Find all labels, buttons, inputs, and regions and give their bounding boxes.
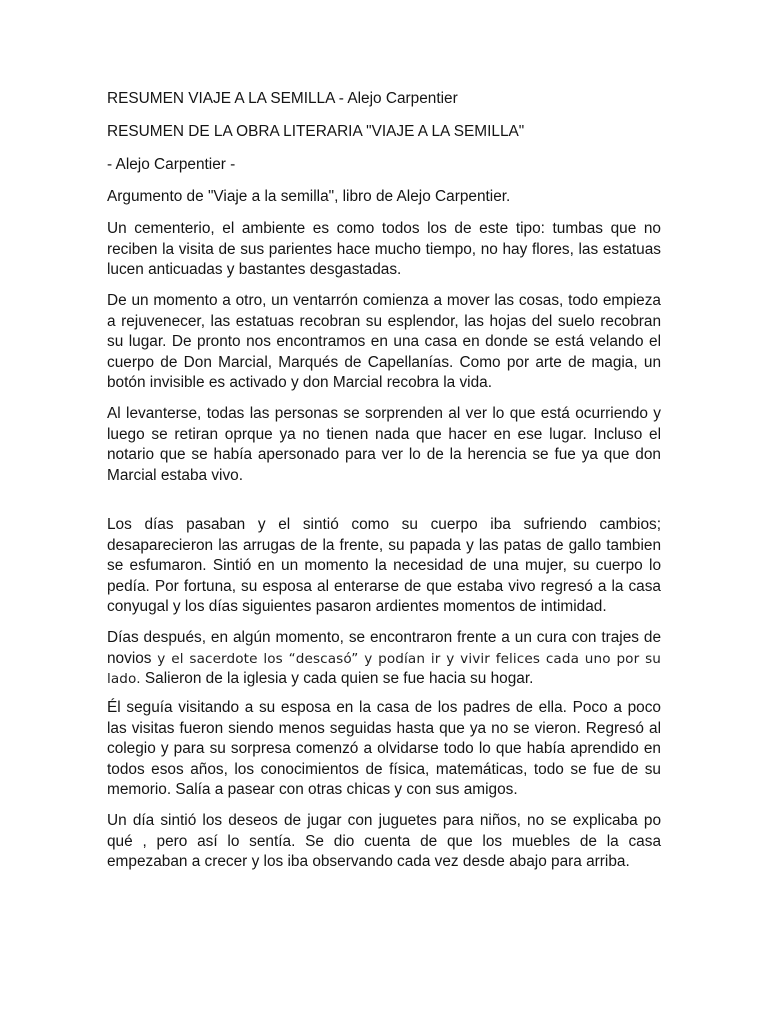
paragraph-5-text-a: Días después, en algún momento, se encontraron frente a un cura con trajes de novios bbox=[107, 629, 661, 667]
paragraph-5 bbox=[107, 628, 661, 690]
paragraph-7: Un día sintió los deseos de jugar con juguetes para niños, no se explicaba po qué , pero así lo sentía. Se dio cuenta de que los muebles de la casa empezaban a crecer y los iba observando cada vez desde abajo para arriba. bbox=[107, 812, 661, 871]
intro-line: Argumento de "Viaje a la semilla", libro de Alejo Carpentier. bbox=[107, 188, 511, 205]
author-line: - Alejo Carpentier - bbox=[107, 156, 236, 173]
paragraph-1: Un cementerio, el ambiente es como todos los de este tipo: tumbas que no reciben la visita de sus parientes hace mucho tiempo, no hay flores, las estatuas lucen anticuadas y bastantes desgastadas. bbox=[107, 220, 661, 279]
paragraph-2: De un momento a otro, un ventarrón comienza a mover las cosas, todo empieza a rejuvenecer, las estatuas recobran su esplendor, las hojas del suelo recobran su lugar. De pronto nos encontramos en una casa en donde se está velando el cuerpo de Don Marcial, Marqués de Capellanías. Como por arte de magia, un botón invisible es activado y don Marcial recobra la vida. bbox=[107, 292, 661, 392]
document-subtitle: RESUMEN DE LA OBRA LITERARIA "VIAJE A LA SEMILLA" bbox=[107, 123, 525, 140]
document-title: RESUMEN VIAJE A LA SEMILLA - Alejo Carpentier bbox=[107, 90, 458, 107]
paragraph-5-text-c: Salieron de la iglesia y cada quien se fue hacia su hogar. bbox=[140, 670, 534, 688]
paragraph-3: Al levanterse, todas las personas se sorprenden al ver lo que está ocurriendo y luego se retiran oprque ya no tienen nada que hacer en ese lugar. Incluso el notario que se había apersonado para ver lo de la herencia se fue ya que don Marcial estaba vivo. bbox=[107, 405, 661, 484]
paragraph-4: Los días pasaban y el sintió como su cuerpo iba sufriendo cambios; desaparecieron las arrugas de la frente, su papada y las patas de gallo tambien se esfumaron. Sintió en un momento la necesidad de una mujer, su cuerpo lo pedía. Por fortuna, su esposa al enterarse de que estaba vivo regresó a la casa conyugal y los días siguientes pasaron ardientes momentos de intimidad. bbox=[107, 516, 661, 616]
paragraph-6: Él seguía visitando a su esposa en la casa de los padres de ella. Poco a poco las visitas fueron siendo menos seguidas hasta que ya no se vieron. Regresó al colegio y para su sorpresa comenzó a olvidarse todo lo que había aprendido en todos esos años, los conocimientos de física, matemáticas, todo se fue de su memorio. Salía a pasear con otras chicas y con sus amigos. bbox=[107, 699, 661, 799]
paragraph-5-text-b: y el sacerdote los “descasó” y podían ir y vivir felices cada uno por su lado. bbox=[107, 650, 661, 688]
